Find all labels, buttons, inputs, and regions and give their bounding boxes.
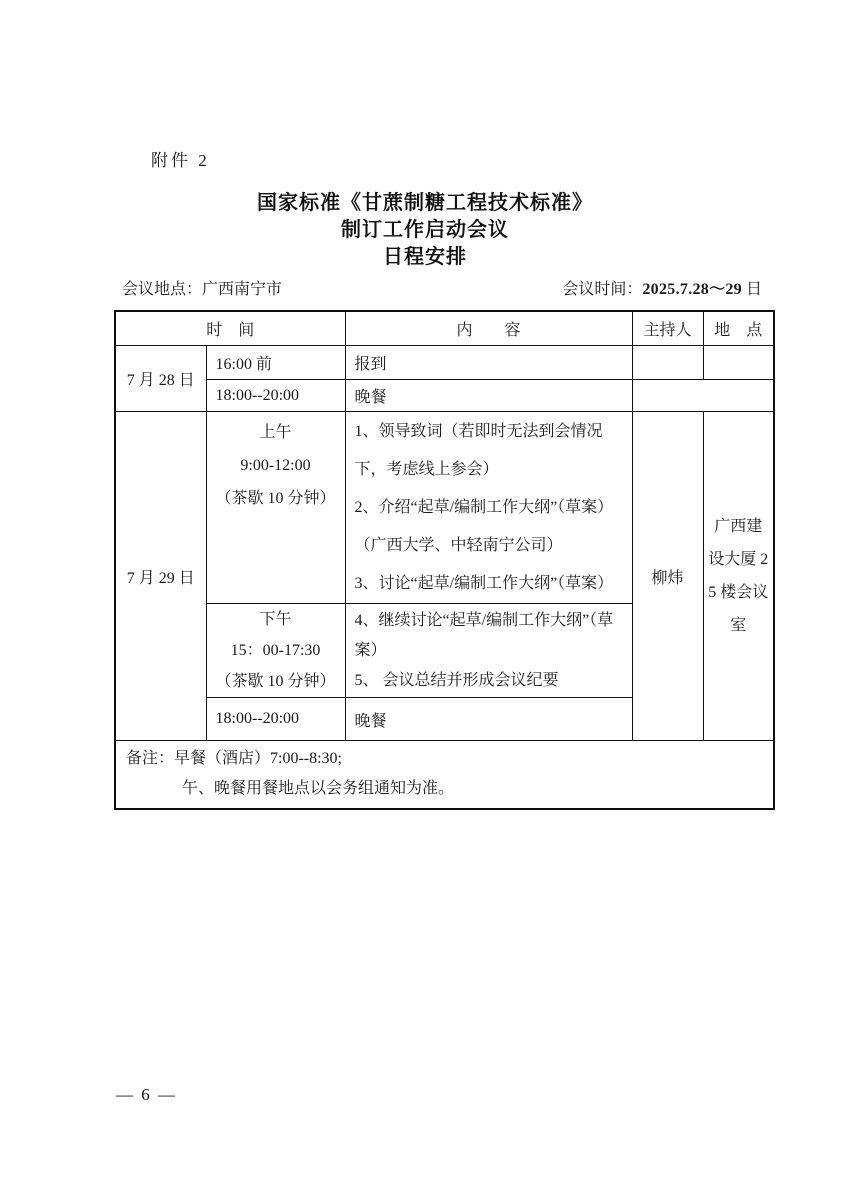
place-cell-empty xyxy=(703,346,774,380)
time-cell-dinner-29: 18:00--20:00 xyxy=(206,698,345,741)
header-time: 时 间 xyxy=(115,311,345,346)
notes-line-1: 备注：早餐（酒店）7:00--8:30; xyxy=(126,750,342,767)
page-number: — 6 — xyxy=(116,1085,177,1104)
title-line-1: 国家标准《甘蔗制糖工程技术标准》 xyxy=(257,192,593,214)
header-place: 地 点 xyxy=(703,311,774,346)
table-row-checkin xyxy=(115,346,774,380)
title-line-2: 制订工作启动会议 xyxy=(341,219,509,241)
meeting-time-value: 2025.7.28～29 xyxy=(642,281,742,298)
content-cell-afternoon xyxy=(345,604,632,698)
content-cell-morning xyxy=(345,412,632,604)
time-morning-hours: 9:00-12:00 xyxy=(240,457,311,474)
header-host: 主持人 xyxy=(632,311,703,346)
content-cell-checkin: 报到 xyxy=(345,346,632,380)
time-cell-dinner-28: 18:00--20:00 xyxy=(206,380,345,412)
meeting-location-label: 会议地点： xyxy=(122,281,203,298)
meeting-location xyxy=(122,276,282,299)
time-cell-checkin: 16:00 前 xyxy=(206,346,345,380)
host-cell: 柳炜 xyxy=(632,412,703,741)
place-cell: 广西建设大厦 25 楼会议室 xyxy=(703,412,774,741)
table-row-dinner-28 xyxy=(115,380,774,412)
date-cell-jul-29: 7 月 29 日 xyxy=(115,412,206,741)
agenda-item-4: 4、继续讨论“起草/编制工作大纲”（草案） xyxy=(354,611,614,659)
meeting-info-row xyxy=(122,276,762,299)
table-header-row xyxy=(115,311,774,346)
host-cell-empty xyxy=(632,346,703,380)
meeting-time xyxy=(562,276,762,299)
meeting-time-suffix: 日 xyxy=(741,281,762,298)
date-cell-jul-28: 7 月 28 日 xyxy=(115,346,206,412)
content-cell-dinner-28: 晚餐 xyxy=(345,380,632,412)
agenda-item-3: 3、讨论“起草/编制工作大纲”（草案） xyxy=(354,575,614,592)
host-place-cell-empty xyxy=(632,380,774,412)
notes-cell xyxy=(115,741,774,810)
time-afternoon-break: （茶歇 10 分钟） xyxy=(215,673,336,690)
notes-line-2: 午、晚餐用餐地点以会务组通知为准。 xyxy=(182,780,455,797)
meeting-location-value: 广西南宁市 xyxy=(202,281,283,298)
time-morning-label: 上午 xyxy=(259,424,292,441)
time-cell-afternoon xyxy=(206,604,345,698)
agenda-item-5: 5、 会议总结并形成会议纪要 xyxy=(354,671,559,689)
meeting-time-label: 会议时间： xyxy=(562,281,643,298)
time-morning-break: （茶歇 10 分钟） xyxy=(215,490,336,507)
document-title xyxy=(0,190,850,271)
schedule-table xyxy=(114,310,775,810)
content-cell-dinner-29: 晚餐 xyxy=(345,698,632,741)
time-afternoon-label: 下午 xyxy=(259,611,292,628)
table-row-morning xyxy=(115,412,774,604)
time-cell-morning xyxy=(206,412,345,604)
time-afternoon-hours: 15：00-17:30 xyxy=(230,642,321,659)
header-content: 内 容 xyxy=(345,311,632,346)
table-row-notes xyxy=(115,741,774,810)
title-line-3: 日程安排 xyxy=(383,246,467,268)
agenda-item-1: 1、领导致词（若即时无法到会情况下，考虑线上参会） xyxy=(354,423,603,478)
attachment-label: 附件 2 xyxy=(151,151,210,170)
agenda-item-2: 2、介绍“起草/编制工作大纲”（草案）（广西大学、中轻南宁公司） xyxy=(354,499,614,554)
